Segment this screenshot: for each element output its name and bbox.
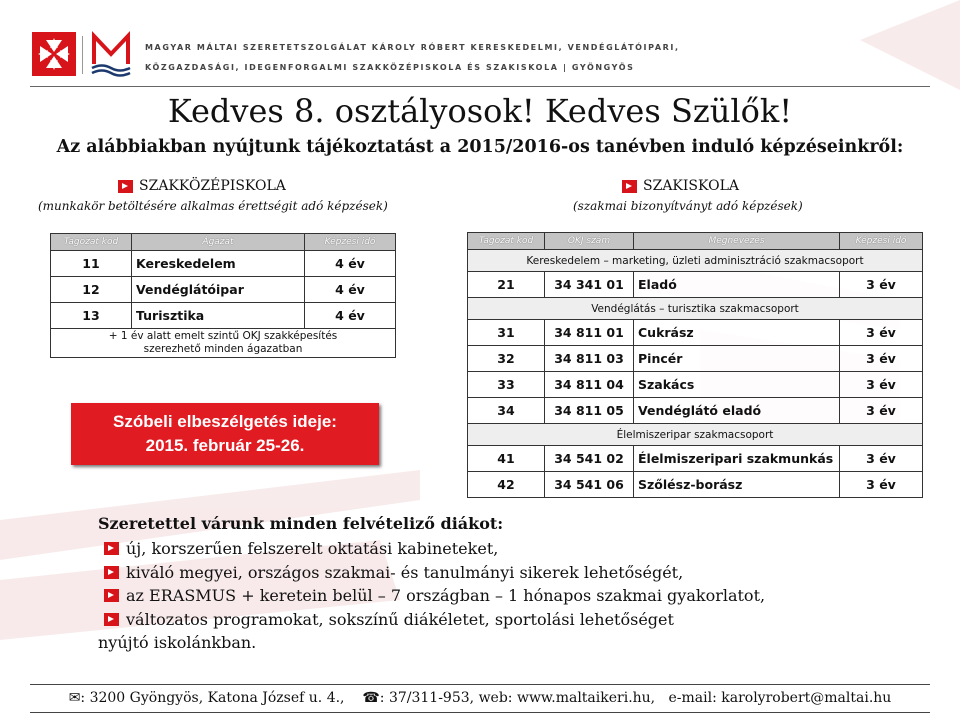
column-header-okj: OKJ szám	[545, 233, 634, 250]
list-item	[98, 537, 765, 561]
school-m-logo	[88, 30, 134, 78]
table-note-line2: szerezhető minden ágazatban	[143, 343, 303, 355]
table-row	[468, 398, 923, 424]
column-header-branch: Ágazat	[132, 234, 305, 251]
cell-duration: 4 év	[305, 251, 396, 277]
cell-name: Cukrász	[634, 320, 840, 346]
column-header-name: Megnevezés	[634, 233, 840, 250]
group-row	[468, 250, 923, 272]
cell-name: Kereskedelem	[132, 251, 305, 277]
group-row	[468, 424, 923, 446]
table-row	[468, 446, 923, 472]
cell-okj: 34 811 01	[545, 320, 634, 346]
list-item	[98, 608, 765, 632]
interview-label: Szóbeli elbeszélgetés ideje:	[113, 412, 337, 431]
column-header-code: Tagozat kód	[51, 234, 132, 251]
szakiskola-heading-text: SZAKISKOLA	[643, 178, 739, 194]
contact-footer	[30, 690, 930, 706]
footer-web[interactable]: web: www.maltaikeri.hu,	[478, 690, 656, 706]
table-row	[51, 303, 396, 329]
school-name-line2: KÖZGAZDASÁGI, IDEGENFORGALMI SZAKKÖZÉPISKOLA ÉS SZAKISKOLA | GYÖNGYÖS	[145, 63, 635, 72]
table-row	[468, 272, 923, 298]
table-row	[51, 277, 396, 303]
cell-name: Eladó	[634, 272, 840, 298]
page-subtitle: Az alábbiakban nyújtunk tájékoztatást a 2015/2016-os tanévben induló képzéseinkről:	[56, 137, 904, 157]
arrow-bullet-icon	[104, 613, 119, 626]
group-title: Kereskedelem – marketing, üzleti adminisztráció szakmacsoport	[468, 250, 923, 272]
interview-date: 2015. február 25-26.	[145, 436, 305, 455]
szakkozepiskola-table	[50, 233, 396, 358]
arrow-bullet-icon	[104, 542, 119, 555]
cell-duration: 4 év	[305, 303, 396, 329]
column-header-duration: Képzési idő	[305, 234, 396, 251]
list-item-text: új, korszerűen felszerelt oktatási kabineteket,	[126, 539, 499, 558]
cell-name: Vendéglátóipar	[132, 277, 305, 303]
interview-date-box	[71, 403, 379, 465]
cell-name: Pincér	[634, 346, 840, 372]
cell-code: 34	[468, 398, 545, 424]
footer-phone: : 37/311-953,	[379, 690, 475, 706]
footer-divider-bottom	[30, 712, 930, 713]
list-item	[98, 584, 765, 608]
cell-okj: 34 541 06	[545, 472, 634, 498]
table-note	[51, 329, 396, 358]
phone-icon: ☎	[362, 690, 380, 706]
footer-divider-top	[30, 684, 930, 685]
footer-address: : 3200 Gyöngyös, Katona József u. 4.,	[80, 690, 345, 706]
arrow-bullet-icon	[104, 566, 119, 579]
arrow-bullet-icon	[118, 180, 133, 193]
list-closing-text: nyújtó iskolánkban.	[98, 633, 257, 652]
column-header-duration: Képzési idő	[840, 233, 923, 250]
cell-duration: 4 év	[305, 277, 396, 303]
group-row	[468, 298, 923, 320]
list-item-text: az ERASMUS + keretein belül – 7 országban – 1 hónapos szakmai gyakorlatot,	[126, 586, 766, 605]
table-row	[468, 320, 923, 346]
maltese-cross-logo	[32, 32, 76, 76]
szakkozepiskola-subheading: (munkakör betöltésére alkalmas érettségit adó képzések)	[38, 199, 388, 213]
cell-duration: 3 év	[840, 398, 923, 424]
cell-code: 13	[51, 303, 132, 329]
cell-duration: 3 év	[840, 472, 923, 498]
school-name-line1: MAGYAR MÁLTAI SZERETETSZOLGÁLAT KÁROLY RÓBERT KERESKEDELMI, VENDÉGLÁTÓIPARI,	[145, 43, 680, 52]
szakiskola-heading	[622, 178, 739, 194]
benefits-list	[98, 537, 765, 655]
cell-okj: 34 811 03	[545, 346, 634, 372]
envelope-icon: ✉	[68, 690, 81, 706]
header-divider	[30, 86, 930, 87]
cell-okj: 34 811 05	[545, 398, 634, 424]
cell-okj: 34 811 04	[545, 372, 634, 398]
page-title: Kedves 8. osztályosok! Kedves Szülők!	[167, 92, 793, 130]
table-row	[468, 472, 923, 498]
column-header-code: Tagozat kód	[468, 233, 545, 250]
cell-okj: 34 341 01	[545, 272, 634, 298]
cell-name: Vendéglátó eladó	[634, 398, 840, 424]
group-title: Élelmiszeripar szakmacsoport	[468, 424, 923, 446]
cell-code: 32	[468, 346, 545, 372]
cell-code: 12	[51, 277, 132, 303]
szakkozepiskola-heading	[118, 178, 286, 194]
header-separator	[82, 36, 83, 74]
szakkozepiskola-heading-text: SZAKKÖZÉPISKOLA	[139, 178, 286, 194]
table-row	[468, 346, 923, 372]
table-header-row	[468, 233, 923, 250]
list-item	[98, 561, 765, 585]
welcome-heading: Szeretettel várunk minden felvételiző diákot:	[98, 514, 504, 533]
list-item-text: változatos programokat, sokszínű diákéletet, sportolási lehetőséget	[126, 609, 674, 629]
cell-code: 42	[468, 472, 545, 498]
footer-email[interactable]: e-mail: karolyrobert@maltai.hu	[668, 690, 892, 706]
cell-code: 21	[468, 272, 545, 298]
table-header-row	[51, 234, 396, 251]
list-closing	[98, 631, 765, 655]
table-row	[51, 251, 396, 277]
cell-duration: 3 év	[840, 446, 923, 472]
cell-name: Szőlész-borász	[634, 472, 840, 498]
cell-duration: 3 év	[840, 320, 923, 346]
cell-code: 33	[468, 372, 545, 398]
cell-name: Szakács	[634, 372, 840, 398]
table-note-line1: + 1 év alatt emelt szintű OKJ szakképesítés	[108, 330, 338, 342]
cell-duration: 3 év	[840, 272, 923, 298]
cell-name: Élelmiszeripari szakmunkás	[634, 446, 840, 472]
arrow-bullet-icon	[622, 180, 637, 193]
cell-duration: 3 év	[840, 372, 923, 398]
group-title: Vendéglátás – turisztika szakmacsoport	[468, 298, 923, 320]
school-header	[30, 30, 930, 86]
szakiskola-table	[467, 232, 923, 498]
arrow-bullet-icon	[104, 589, 119, 602]
cell-code: 31	[468, 320, 545, 346]
table-row	[468, 372, 923, 398]
cell-okj: 34 541 02	[545, 446, 634, 472]
cell-code: 41	[468, 446, 545, 472]
cell-name: Turisztika	[132, 303, 305, 329]
cell-code: 11	[51, 251, 132, 277]
school-name	[145, 38, 680, 78]
table-note-row	[51, 329, 396, 358]
cell-duration: 3 év	[840, 346, 923, 372]
list-item-text: kiváló megyei, országos szakmai- és tanulmányi sikerek lehetőségét,	[126, 562, 684, 582]
szakiskola-subheading: (szakmai bizonyítványt adó képzések)	[573, 199, 803, 213]
